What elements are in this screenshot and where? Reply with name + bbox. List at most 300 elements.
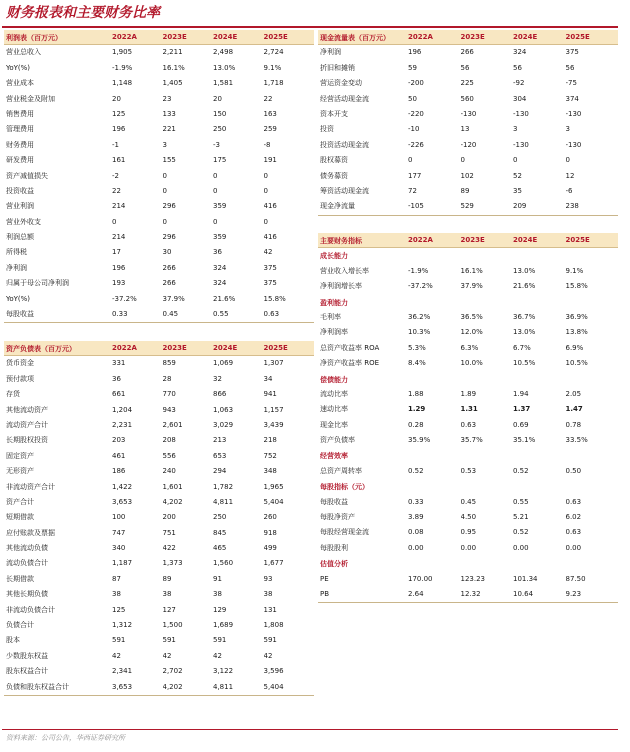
value-cell: 56	[565, 63, 575, 72]
value-cell: 0	[263, 171, 268, 180]
value-cell: 196	[112, 125, 126, 134]
value-cell: 1,312	[112, 621, 133, 630]
value-cell: 591	[112, 636, 126, 645]
value-cell: 1,500	[162, 621, 183, 630]
row-label: 流动比率	[320, 389, 348, 398]
value-cell: 250	[213, 125, 227, 134]
table-row	[4, 245, 314, 260]
value-cell: 529	[460, 202, 474, 211]
table-row	[4, 307, 314, 322]
row-label: 营业利润	[6, 202, 34, 211]
value-cell: 17	[112, 248, 121, 257]
row-label: 投资	[320, 125, 334, 134]
value-cell: 2025E	[565, 32, 590, 41]
table-row	[318, 325, 618, 340]
value-cell: 3	[513, 125, 518, 134]
value-cell: 0	[565, 156, 570, 165]
value-cell: 1,373	[162, 559, 183, 568]
value-cell: 38	[112, 590, 121, 599]
value-cell: -1.9%	[112, 63, 133, 72]
row-label: 无形资产	[6, 467, 34, 476]
value-cell: 161	[112, 156, 126, 165]
value-cell: 34	[263, 374, 273, 383]
value-cell: 102	[460, 171, 474, 180]
value-cell: 941	[263, 390, 277, 399]
value-cell: 38	[263, 590, 273, 599]
value-cell: 35.1%	[513, 436, 536, 445]
table-row	[4, 356, 314, 371]
value-cell: 591	[263, 636, 277, 645]
value-cell: 2,702	[162, 667, 183, 676]
value-cell: 177	[408, 171, 422, 180]
value-cell: 2025E	[263, 343, 288, 352]
table-header-row	[4, 341, 314, 356]
row-label: 应付账款及票据	[6, 528, 55, 537]
row-label: 净利润增长率	[320, 282, 362, 291]
value-cell: 125	[112, 605, 126, 614]
value-cell: 4,202	[162, 497, 183, 506]
value-cell: 4,811	[213, 497, 234, 506]
value-cell: 10.0%	[460, 359, 483, 368]
value-cell: 5,404	[263, 682, 284, 691]
row-label: 非流动资产合计	[6, 482, 55, 491]
table-header-row	[318, 30, 618, 45]
row-label: 负债合计	[6, 621, 34, 630]
value-cell: 0	[460, 156, 465, 165]
section-label: 盈利能力	[320, 297, 348, 307]
value-cell: 10.64	[513, 589, 534, 598]
table-row	[4, 403, 314, 418]
value-cell: 1,157	[263, 405, 284, 414]
table-row	[4, 541, 314, 556]
value-cell: 22	[112, 186, 121, 195]
row-label: 现金净流量	[320, 202, 355, 211]
value-cell: 16.1%	[162, 63, 185, 72]
table-row	[4, 276, 314, 291]
value-cell: 324	[513, 48, 527, 57]
value-cell: 0.63	[565, 497, 582, 506]
table-row	[4, 45, 314, 60]
value-cell: 591	[213, 636, 227, 645]
cashflow-table	[318, 30, 618, 216]
value-cell: 101.34	[513, 574, 538, 583]
value-cell: 150	[213, 109, 227, 118]
value-cell: 1,063	[213, 405, 234, 414]
value-cell: 20	[112, 94, 121, 103]
value-cell: 37.9%	[460, 282, 483, 291]
value-cell: 465	[213, 544, 227, 553]
table-row	[4, 292, 314, 307]
value-cell: 422	[162, 544, 176, 553]
value-cell: 2022A	[408, 235, 433, 244]
row-label: 净利润率	[320, 328, 348, 337]
value-cell: 56	[513, 63, 522, 72]
value-cell: -37.2%	[408, 282, 433, 291]
section-label: 偿债能力	[320, 374, 348, 384]
value-cell: 6.3%	[460, 343, 479, 352]
value-cell: 1,965	[263, 482, 284, 491]
value-cell: 56	[460, 63, 470, 72]
row-label: 净利润	[6, 263, 27, 272]
value-cell: 266	[460, 48, 474, 57]
row-label: 毛利率	[320, 312, 341, 321]
value-cell: 0.00	[460, 543, 477, 552]
table-row	[4, 76, 314, 91]
source-note: 资料来源：公司公告，华西证券研究所	[6, 734, 125, 742]
table-row	[318, 418, 618, 433]
section-row	[318, 556, 618, 571]
value-cell: 36.9%	[565, 312, 588, 321]
value-cell: 747	[112, 528, 126, 537]
value-cell: 2022A	[112, 343, 137, 352]
value-cell: -2	[112, 171, 119, 180]
table-rule	[318, 215, 618, 216]
section-row	[318, 248, 618, 263]
value-cell: 0.33	[408, 497, 424, 506]
value-cell: 37.9%	[162, 294, 185, 303]
value-cell: 196	[112, 263, 126, 272]
value-cell: 50	[408, 94, 417, 103]
table-header-row	[318, 233, 618, 248]
section-label: 经营效率	[320, 451, 348, 461]
table-row	[4, 618, 314, 633]
value-cell: -220	[408, 109, 424, 118]
value-cell: 225	[460, 79, 474, 88]
value-cell: 9.1%	[263, 63, 282, 72]
table-row	[4, 464, 314, 479]
value-cell: 1,677	[263, 559, 284, 568]
row-label: 营业成本	[6, 79, 34, 88]
value-cell: 87.50	[565, 574, 586, 583]
table-row	[4, 480, 314, 495]
table-row	[4, 261, 314, 276]
value-cell: 375	[263, 279, 277, 288]
table-row	[4, 603, 314, 618]
value-cell: 0.52	[408, 466, 424, 475]
value-cell: 0.00	[408, 543, 424, 552]
value-cell: 0	[213, 217, 218, 226]
value-cell: 2,341	[112, 667, 133, 676]
value-cell: 0.63	[263, 310, 280, 319]
value-cell: 1.89	[460, 389, 477, 398]
row-label: 每股收益	[320, 497, 348, 506]
value-cell: 0.52	[513, 528, 529, 537]
row-label: 其他流动资产	[6, 405, 48, 414]
table-row	[4, 184, 314, 199]
table-row	[318, 341, 618, 356]
value-cell: 155	[162, 156, 176, 165]
value-cell: 0.95	[460, 528, 477, 537]
value-cell: 296	[162, 202, 176, 211]
table-rule	[4, 322, 314, 323]
value-cell: 6.02	[565, 513, 582, 522]
row-label: 资本开支	[320, 109, 348, 118]
table-row	[4, 449, 314, 464]
value-cell: 0.69	[513, 420, 529, 429]
value-cell: 1,905	[112, 48, 133, 57]
row-label: 股东权益合计	[6, 667, 48, 676]
value-cell: -1	[112, 140, 119, 149]
value-cell: 359	[213, 202, 227, 211]
table-row	[4, 215, 314, 230]
value-cell: 36.2%	[408, 312, 431, 321]
table-row	[4, 433, 314, 448]
row-label: 货币资金	[6, 359, 34, 368]
row-label: 净资产收益率 ROE	[320, 359, 380, 368]
value-cell: 859	[162, 359, 176, 368]
value-cell: 221	[162, 125, 176, 134]
section-label: 每股指标（元）	[320, 482, 369, 492]
value-cell: 0.45	[162, 310, 179, 319]
value-cell: 196	[408, 48, 422, 57]
value-cell: 23	[162, 94, 172, 103]
row-label: 其他长期负债	[6, 590, 48, 599]
row-label: 每股收益	[6, 310, 34, 319]
table-row	[318, 264, 618, 279]
table-row	[4, 587, 314, 602]
value-cell: 250	[213, 513, 227, 522]
value-cell: 13.8%	[565, 328, 588, 337]
value-cell: 2022A	[112, 32, 137, 41]
value-cell: 0	[408, 156, 413, 165]
value-cell: 266	[162, 279, 176, 288]
table-row	[318, 510, 618, 525]
value-cell: 38	[162, 590, 172, 599]
value-cell: 266	[162, 263, 176, 272]
row-label: PE	[320, 574, 329, 583]
table-row	[318, 541, 618, 556]
table-row	[318, 525, 618, 540]
value-cell: 1,782	[213, 482, 234, 491]
value-cell: 2024E	[513, 32, 538, 41]
value-cell: 36	[213, 248, 222, 257]
value-cell: 2024E	[213, 32, 238, 41]
row-label: 固定资产	[6, 451, 34, 460]
row-label: 少数股东权益	[6, 651, 48, 660]
value-cell: 3,029	[213, 420, 234, 429]
section-row	[318, 372, 618, 387]
row-label: 负债和股东权益合计	[6, 682, 69, 691]
value-cell: 866	[213, 390, 227, 399]
row-label: 债务募资	[320, 171, 348, 180]
value-cell: 918	[263, 528, 277, 537]
row-label: 营业收入增长率	[320, 266, 369, 275]
value-cell: 22	[263, 94, 273, 103]
row-label: 流动负债合计	[6, 559, 48, 568]
table-row	[4, 199, 314, 214]
value-cell: 33.5%	[565, 436, 588, 445]
value-cell: 0	[263, 217, 268, 226]
value-cell: 1,601	[162, 482, 183, 491]
row-label: 每股净资产	[320, 513, 355, 522]
value-cell: -200	[408, 79, 424, 88]
value-cell: 1,187	[112, 559, 133, 568]
value-cell: 10.3%	[408, 328, 431, 337]
page-title: 财务报表和主要财务比率	[6, 5, 160, 21]
row-label: 管理费用	[6, 125, 34, 134]
value-cell: 59	[408, 63, 417, 72]
value-cell: 35	[513, 186, 522, 195]
value-cell: 0.78	[565, 420, 582, 429]
row-label: 预付款项	[6, 374, 34, 383]
value-cell: 770	[162, 390, 176, 399]
row-label: 经营活动现金流	[320, 94, 369, 103]
value-cell: 3	[162, 140, 167, 149]
value-cell: 591	[162, 636, 176, 645]
title-rule	[2, 26, 618, 28]
value-cell: 163	[263, 109, 277, 118]
value-cell: 200	[162, 513, 176, 522]
value-cell: 72	[408, 186, 417, 195]
value-cell: 0	[513, 156, 518, 165]
value-cell: 1.29	[408, 405, 426, 414]
row-label: 其他流动负债	[6, 544, 48, 553]
value-cell: 661	[112, 390, 126, 399]
value-cell: 203	[112, 436, 126, 445]
row-label: 所得税	[6, 248, 27, 257]
row-label: 资产合计	[6, 497, 34, 506]
row-label: 营运资金变动	[320, 79, 362, 88]
value-cell: 1,069	[213, 359, 234, 368]
value-cell: 15.8%	[263, 294, 286, 303]
table-row	[4, 526, 314, 541]
value-cell: 36.5%	[460, 312, 483, 321]
value-cell: -130	[565, 140, 582, 149]
row-label: 股权募资	[320, 156, 348, 165]
value-cell: 0.00	[565, 543, 582, 552]
table-row	[4, 556, 314, 571]
section-row	[318, 479, 618, 494]
value-cell: 2023E	[460, 32, 485, 41]
row-label: 流动资产合计	[6, 420, 48, 429]
value-cell: 1,560	[213, 559, 234, 568]
value-cell: 21.6%	[213, 294, 236, 303]
row-label: 财务费用	[6, 140, 34, 149]
value-cell: 375	[263, 263, 277, 272]
value-cell: 2023E	[162, 32, 187, 41]
value-cell: 1,808	[263, 621, 284, 630]
value-cell: 3	[565, 125, 570, 134]
value-cell: -226	[408, 140, 424, 149]
value-cell: 2024E	[213, 343, 238, 352]
value-cell: 0.45	[460, 497, 477, 506]
value-cell: 331	[112, 359, 126, 368]
value-cell: 127	[162, 605, 176, 614]
table-row	[318, 310, 618, 325]
value-cell: 0.50	[565, 466, 582, 475]
value-cell: 13.0%	[513, 328, 536, 337]
value-cell: 125	[112, 109, 126, 118]
value-cell: 560	[460, 94, 474, 103]
value-cell: 1.37	[513, 405, 531, 414]
value-cell: -130	[513, 109, 529, 118]
row-label: 长期借款	[6, 574, 34, 583]
value-cell: 324	[213, 279, 227, 288]
income-statement-table	[4, 30, 314, 323]
row-label: 资产负债表（百万元）	[6, 343, 76, 353]
table-rule	[318, 602, 618, 603]
value-cell: 0	[213, 186, 218, 195]
value-cell: 0.00	[513, 543, 529, 552]
value-cell: 416	[263, 233, 277, 242]
section-row	[318, 295, 618, 310]
value-cell: 0.28	[408, 420, 424, 429]
value-cell: 752	[263, 451, 277, 460]
table-row	[4, 138, 314, 153]
value-cell: 42	[263, 248, 273, 257]
value-cell: 0.63	[565, 528, 582, 537]
value-cell: 1.47	[565, 405, 583, 414]
row-label: 资产减值损失	[6, 171, 48, 180]
value-cell: 259	[263, 125, 277, 134]
value-cell: -6	[565, 186, 573, 195]
value-cell: 28	[162, 374, 172, 383]
value-cell: 0.55	[213, 310, 229, 319]
value-cell: 0.55	[513, 497, 529, 506]
table-row	[318, 572, 618, 587]
value-cell: 42	[213, 651, 222, 660]
table-row	[318, 76, 618, 91]
value-cell: 89	[162, 574, 172, 583]
value-cell: 3,122	[213, 667, 234, 676]
value-cell: 1,307	[263, 359, 284, 368]
bottom-rule	[2, 729, 618, 730]
value-cell: 0	[263, 186, 268, 195]
table-row	[4, 61, 314, 76]
balance-sheet-table	[4, 341, 314, 696]
value-cell: 359	[213, 233, 227, 242]
value-cell: 2,601	[162, 420, 183, 429]
value-cell: 3,653	[112, 497, 133, 506]
value-cell: 13.0%	[213, 63, 236, 72]
value-cell: 1.94	[513, 389, 529, 398]
value-cell: 2024E	[513, 235, 538, 244]
row-label: 折旧和摊销	[320, 63, 355, 72]
row-label: 研发费用	[6, 156, 34, 165]
table-row	[4, 372, 314, 387]
value-cell: 4,811	[213, 682, 234, 691]
value-cell: 9.1%	[565, 266, 584, 275]
table-row	[4, 107, 314, 122]
value-cell: 36.7%	[513, 312, 536, 321]
value-cell: 42	[263, 651, 273, 660]
value-cell: 218	[263, 436, 277, 445]
value-cell: 1.31	[460, 405, 478, 414]
value-cell: 13	[460, 125, 470, 134]
value-cell: 0	[162, 171, 167, 180]
table-row	[318, 138, 618, 153]
value-cell: 375	[565, 48, 579, 57]
row-label: 长期股权投资	[6, 436, 48, 445]
value-cell: 87	[112, 574, 121, 583]
row-label: 投资活动现金流	[320, 140, 369, 149]
value-cell: 214	[112, 233, 126, 242]
value-cell: 12.32	[460, 589, 481, 598]
value-cell: 186	[112, 467, 126, 476]
row-label: 速动比率	[320, 405, 348, 414]
value-cell: 2.64	[408, 589, 424, 598]
table-row	[4, 495, 314, 510]
table-row	[4, 633, 314, 648]
value-cell: 36	[112, 374, 121, 383]
value-cell: 304	[513, 94, 527, 103]
table-row	[4, 387, 314, 402]
value-cell: 208	[162, 436, 176, 445]
table-row	[4, 572, 314, 587]
table-row	[318, 61, 618, 76]
row-label: 每股股利	[320, 543, 348, 552]
ratios-table	[318, 233, 618, 603]
